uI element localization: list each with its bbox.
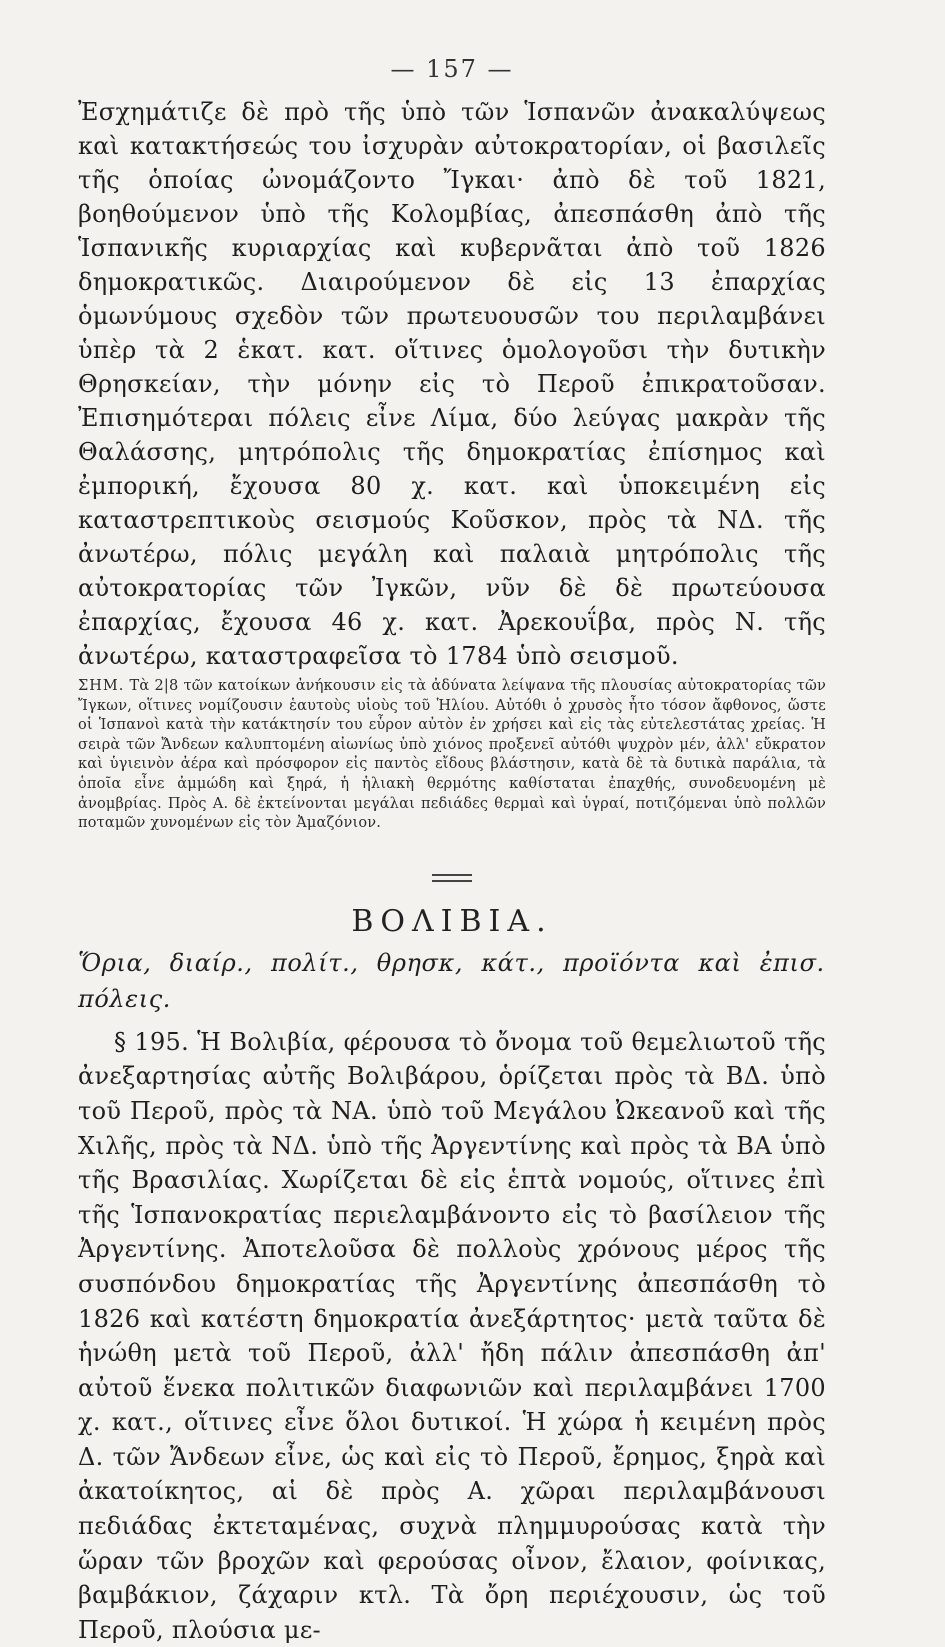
book-page (78, 55, 826, 1647)
page-number: — 157 — (390, 55, 514, 83)
section-subtitle: Ὅρια, διαίρ., πολίτ., θρησκ, κάτ., προϊόντα καὶ ἐπισ. πόλεις. (78, 948, 825, 1013)
section-title: ΒΟΛΙΒΙΑ. (351, 903, 553, 939)
note-label: ΣΗΜ. (78, 678, 125, 694)
footnote (78, 677, 826, 834)
note-text: Τὰ 2|8 τῶν κατοίκων ἀνήκουσιν εἰς τὰ ἀδύνατα λείψανα τῆς πλουσίας αὐτοκρατορίας τῶν Ἴγκων, οἵτινες νομίζουσιν ἑαυτοὺς υἱοὺς τοῦ Ἡλίου. Αὐτόθι ὁ χρυσὸς ἦτο τόσον ἄφθονος, ὥστε οἱ Ἱσπανοὶ κατὰ τὴν κατάκτησίν του εὗρον αὐτὸν ἐν χρήσει καὶ εἰς τὰς εὐτελεστάτας χρείας. Ἡ σειρὰ τῶν Ἄνδεων καλυπτομένη αἰωνίως ὑπὸ χιόνος προξενεῖ αὐτόθι ψυχρὸν μέν, ἀλλ' εὔκρατον καὶ ὑγιεινὸν ἀέρα καὶ πρόσφορον εἰς παντὸς εἴδους βλάστησιν, κατὰ δὲ τὰ δυτικὰ παράλια, τὰ ὁποῖα εἶνε ἀμμώδη καὶ ξηρά, ἡ ἡλιακὴ θερμότης καθίσταται ἐπαχθής, συνοδευομένη μὲ ἀνομβρίας. Πρὸς Α. δὲ ἐκτείνονται μεγάλαι πεδιάδες θερμαὶ καὶ ὑγραί, ποτιζόμεναι ὑπὸ πολλῶν ποταμῶν χυνομένων εἰς τὸν Ἀμαζόνιον. (78, 678, 826, 832)
section-divider (432, 874, 472, 882)
peru-paragraph: Ἐσχημάτιζε δὲ πρὸ τῆς ὑπὸ τῶν Ἱσπανῶν ἀνακαλύψεως καὶ κατακτήσεώς του ἰσχυρὰν αὐτοκρατορίαν, οἱ βασιλεῖς τῆς ὁποίας ὠνομάζοντο Ἴγκαι· ἀπὸ δὲ τοῦ 1821, βοηθούμενον ὑπὸ τῆς Κολομβίας, ἀπεσπάσθη ἀπὸ τῆς Ἱσπανικῆς κυριαρχίας καὶ κυβερνᾶται ἀπὸ τοῦ 1826 δημοκρατικῶς. Διαιρούμενον δὲ εἰς 13 ἐπαρχίας ὁμωνύμους σχεδὸν τῶν πρωτευουσῶν του περιλαμβάνει ὑπὲρ τὰ 2 ἑκατ. κατ. οἵτινες ὁμολογοῦσι τὴν δυτικὴν Θρησκείαν, τὴν μόνην εἰς τὸ Περοῦ ἐπικρατοῦσαν. Ἐπισημότεραι πόλεις εἶνε Λίμα, δύο λεύγας μακρὰν τῆς Θαλάσσης, μητρόπολις τῆς δημοκρατίας ἐπίσημος καὶ ἐμπορική, ἔχουσα 80 χ. κατ. καὶ ὑποκειμένη εἰς καταστρεπτικοὺς σεισμούς Κοῦσκον, πρὸς τὰ ΝΔ. τῆς ἀνωτέρω, πόλις μεγάλη καὶ παλαιὰ μητρόπολις τῆς αὐτοκρατορίας τῶν Ἰγκῶν, νῦν δὲ δὲ πρωτεύουσα ἐπαρχίας, ἔχουσα 46 χ. κατ. Ἀρεκουΐβα, πρὸς Ν. τῆς ἀνωτέρω, καταστραφεῖσα τὸ 1784 ὑπὸ σεισμοῦ. (78, 98, 826, 670)
bolivia-paragraph: § 195. Ἡ Βολιβία, φέρουσα τὸ ὄνομα τοῦ θεμελιωτοῦ τῆς ἀνεξαρτησίας αὐτῆς Βολιβάρου, ὁρίζεται πρὸς τὰ ΒΔ. ὑπὸ τοῦ Περοῦ, πρὸς τὰ ΝΑ. ὑπὸ τοῦ Μεγάλου Ὠκεανοῦ καὶ τῆς Χιλῆς, πρὸς τὰ ΝΔ. ὑπὸ τῆς Ἀργεντίνης καὶ πρὸς τὰ ΒΑ ὑπὸ τῆς Βρασιλίας. Χωρίζεται δὲ εἰς ἑπτὰ νομούς, οἵτινες ἐπὶ τῆς Ἱσπανοκρατίας περιελαμβάνοντο εἰς τὸ βασίλειον τῆς Ἀργεντίνης. Ἀποτελοῦσα δὲ πολλοὺς χρόνους μέρος τῆς συσπόνδου δημοκρατίας τῆς Ἀργεντίνης ἀπεσπάσθη τὸ 1826 καὶ κατέστη δημοκρατία ἀνεξάρτητος· μετὰ ταῦτα δὲ ἡνώθη μετὰ τοῦ Περοῦ, ἀλλ' ἤδη πάλιν ἀπεσπάσθη ἀπ' αὐτοῦ ἕνεκα πολιτικῶν διαφωνιῶν καὶ περιλαμβάνει 1700 χ. κατ., οἵτινες εἶνε ὅλοι δυτικοί. Ἡ χώρα ἡ κειμένη πρὸς Δ. τῶν Ἄνδεων εἶνε, ὡς καὶ εἰς τὸ Περοῦ, ἔρημος, ξηρὰ καὶ ἀκατοίκητος, αἱ δὲ πρὸς Α. χῶραι περιλαμβάνουσι πεδιάδας ἐκτεταμένας, συχνὰ πλημμυρούσας κατὰ τὴν ὥραν τῶν βροχῶν καὶ φερούσας οἶνον, ἔλαιον, φοίνικας, βαμβάκιον, ζάχαριν κτλ. Τὰ ὄρη περιέχουσιν, ὡς τοῦ Περοῦ, πλούσια με- (78, 1027, 826, 1644)
